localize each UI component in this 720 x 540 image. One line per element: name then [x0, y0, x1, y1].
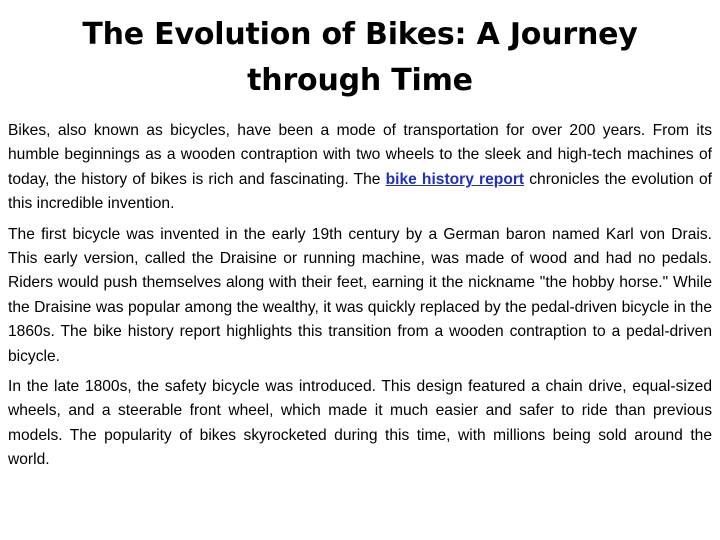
- page-title: The Evolution of Bikes: A Journey through Time: [82, 17, 638, 98]
- article-body: [8, 119, 712, 473]
- paragraph-intro-text-end: chronicles the evolution of this incredible invention.: [8, 170, 712, 213]
- paragraph-intro: [8, 119, 712, 217]
- paragraph-safety-bicycle: In the late 1800s, the safety bicycle was introduced. This design featured a chain drive, equal-sized wheels, and a steerable front wheel, which made it much easier and safer to ride than previous models. The popularity of bikes skyrocketed during this time, with millions being sold around the world.: [8, 378, 712, 469]
- paragraph-intro-text-start: Bikes, also known as bicycles, have been a mode of transportation for over 200 years. From its humble beginnings as a wooden contraption with two wheels to the sleek and high-tech machines of today, the history of bikes is rich and fascinating. The: [8, 122, 712, 188]
- paragraph-first-bicycle: The first bicycle was invented in the early 19th century by a German baron named Karl von Drais. This early version, called the Draisine or running machine, was made of wood and had no pedals. Riders would push themselves along with their feet, earning it the nickname "the hobby horse." While the Draisine was popular among the wealthy, it was quickly replaced by the pedal-driven bicycle in the 1860s. The bike history report highlights this transition from a wooden contraption to a pedal-driven bicycle.: [8, 225, 712, 365]
- bike-history-report-link[interactable]: bike history report: [385, 170, 525, 188]
